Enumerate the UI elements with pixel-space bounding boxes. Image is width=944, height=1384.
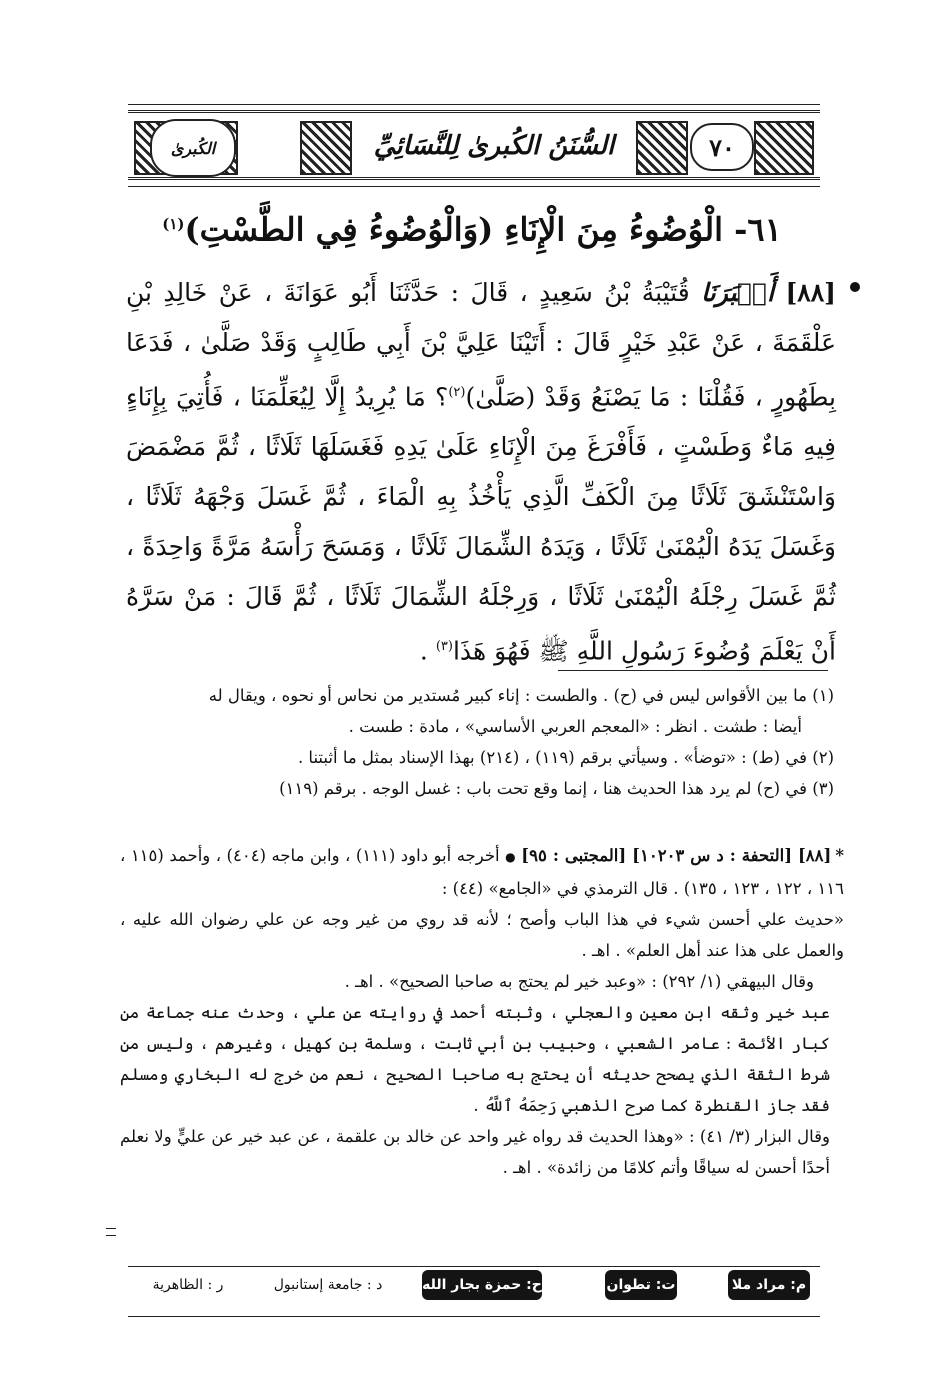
header-ornament-right xyxy=(754,121,814,175)
margin-mark xyxy=(106,1228,116,1236)
tirmidhi-quote: «حديث علي أحسن شيء في هذا الباب وأصح ؛ لأنه قد روي من غير وجه عن علي رضوان الله عليه ، والعمل على هذا عند أهل العلم» . اهـ . xyxy=(120,910,844,960)
bazzar-quote: وقال البزار (٣/ ٤١) : «وهذا الحديث قد رواه غير واحد عن خالد بن علقمة ، عن عبد خير عن عليٍّ ولا نعلم أحدًا أحسن له سياقًا وأتم كلامًا من زائدة» . اهـ . xyxy=(120,1127,830,1177)
footer-top-rule xyxy=(128,1266,820,1267)
manuscript-label-r: ر : الظاهرية xyxy=(152,1277,224,1293)
footnote-ref-3: (٣) xyxy=(435,639,453,655)
takhrij-section xyxy=(120,840,844,1183)
bayhaqi-quote: وقال البيهقي (١/ ٢٩٢) : «وعبد خير لم يحتج به صاحبا الصحيح» . اهـ . xyxy=(344,972,814,991)
takhrij-sources: أخرجه أبو داود (١١١) ، وابن ماجه (٤٠٤) ، وأحمد (١١٥ ، ١١٦ ، ١٢٢ ، ١٢٣ ، ١٣٥) . قال الترمذي في «الجامع» (٤٤) : xyxy=(120,846,844,898)
narrator-discussion: عبد خير وثقه ابن معين والعجلي ، وثبته أحمد في روايته عن علي ، وحدث عنه جماعة من كبار الأئمة : عامر الشعبي ، وحبيب بن أبي ثابت ، وسلمة بن كهيل ، وغيرهم ، وليس من شرط الثقة الذي يصحح حديثه أن يحتج به صاحبا الصحيح ، نعم من خرج له البخاري ومسلم فقد جاز القنطرة كما صرح الذهبي رَحِمَهُ ٱللَّهُ . xyxy=(120,1003,830,1115)
footer-bottom-rule xyxy=(128,1316,820,1317)
hadith-text-part2: ؟ مَا يُرِيدُ إِلَّا لِيُعَلِّمَنَا ، فَأُتِيَ بِإِنَاءٍ فِيهِ مَاءٌ وَطَسْتٍ ، فَأَفْرَغَ مِنَ الْإِنَاءِ عَلَىٰ يَدِهِ فَغَسَلَهَا ثَلَاثًا ، ثُمَّ مَضْمَضَ وَاسْتَنْشَقَ ثَلَاثًا مِنَ الْكَفِّ الَّذِي يَأْخُذُ بِهِ الْمَاءَ ، ثُمَّ غَسَلَ وَجْهَهُ ثَلَاثًا ، وَغَسَلَ يَدَهُ الْيُمْنَىٰ ثَلَاثًا ، وَيَدَهُ الشِّمَالَ ثَلَاثًا ، وَمَسَحَ رَأْسَهُ مَرَّةً وَاحِدَةً ، ثُمَّ غَسَلَ رِجْلَهُ الْيُمْنَىٰ ثَلَاثًا ، وَرِجْلَهُ الشِّمَالَ ثَلَاثًا ، ثُمَّ قَالَ : مَنْ سَرَّهُ أَنْ يَعْلَمَ وُضُوءَ رَسُولِ اللَّهِ ﷺ فَهُوَ هَذَا xyxy=(126,382,836,666)
hadith-number: [٨٨] xyxy=(785,278,836,307)
header-top-rule xyxy=(128,104,820,105)
bullet-icon xyxy=(850,282,860,292)
page-header xyxy=(128,110,820,180)
takhrij-references: [٨٨] [التحفة : د س ١٠٢٠٣] [المجتبى : ٩٥] xyxy=(521,846,832,865)
hadith-text xyxy=(126,268,836,677)
footnote-1: (١) ما بين الأقواس ليس في (ح) . والطست : إناء كبير مُستدير من نحاس أو نحوه ، ويقال له xyxy=(208,686,834,705)
header-ornament-left-inner xyxy=(300,121,352,175)
hadith-end: . xyxy=(419,636,436,666)
hadith-opening-word: أَخۡبَرَنَا xyxy=(701,278,774,307)
footnote-1-continued: أيضا : طشت . انظر : «المعجم العربي الأساسي» ، مادة : طست . xyxy=(348,717,802,736)
bullet-icon: ● xyxy=(505,850,516,864)
chapter-title-text: ٦١- الْوُضُوءُ مِنَ الْإِنَاءِ (وَالْوُضُوءُ فِي الطَّسْتِ) xyxy=(184,210,782,249)
header-bottom-rule xyxy=(128,186,820,187)
page-number: ٧٠ xyxy=(690,123,754,171)
footnotes xyxy=(120,680,834,804)
star-icon: * xyxy=(835,846,844,865)
footnote-ref-2: (٢) xyxy=(448,385,466,400)
manuscript-label-t: ت: تطوان xyxy=(605,1270,677,1300)
chapter-title xyxy=(120,196,824,258)
header-ornament-right-inner xyxy=(636,121,688,175)
footnote-2: (٢) في (ط) : «توضأ» . وسيأتي برقم (١١٩) ، (٢١٤) بهذا الإسناد بمثل ما أثبتنا . xyxy=(297,748,834,767)
manuscript-label-m: م: مراد ملا xyxy=(728,1270,810,1300)
footnote-3: (٣) في (ح) لم يرد هذا الحديث هنا ، إنما وقع تحت باب : غسل الوجه . برقم (١١٩) xyxy=(279,779,834,798)
book-logo: الكُبرىٰ xyxy=(150,119,236,177)
footnote-separator xyxy=(558,670,828,671)
manuscript-label-d: د : جامعة إستانبول xyxy=(273,1277,383,1293)
book-title: السُّنَنُ الكُبرىٰ لِلنَّسَائِيِّ xyxy=(373,131,615,161)
takhrij-intro xyxy=(120,840,844,904)
footnote-ref-1: (١) xyxy=(162,215,185,233)
manuscript-label-h: ح: حمزة بجار الله xyxy=(422,1270,542,1300)
hadith-text-part1: قُتَيْبَةُ بْنُ سَعِيدٍ ، قَالَ : حَدَّثَنَا أَبُو عَوَانَةَ ، عَنْ خَالِدِ بْنِ عَلْقَمَةَ ، عَنْ عَبْدِ خَيْرٍ قَالَ : أَتَيْنَا عَلِيَّ بْنَ أَبِي طَالِبٍ وَقَدْ صَلَّىٰ ، فَدَعَا بِطَهُورٍ ، فَقُلْنَا : مَا يَصْنَعُ وَقَدْ (صَلَّىٰ) xyxy=(126,278,836,412)
